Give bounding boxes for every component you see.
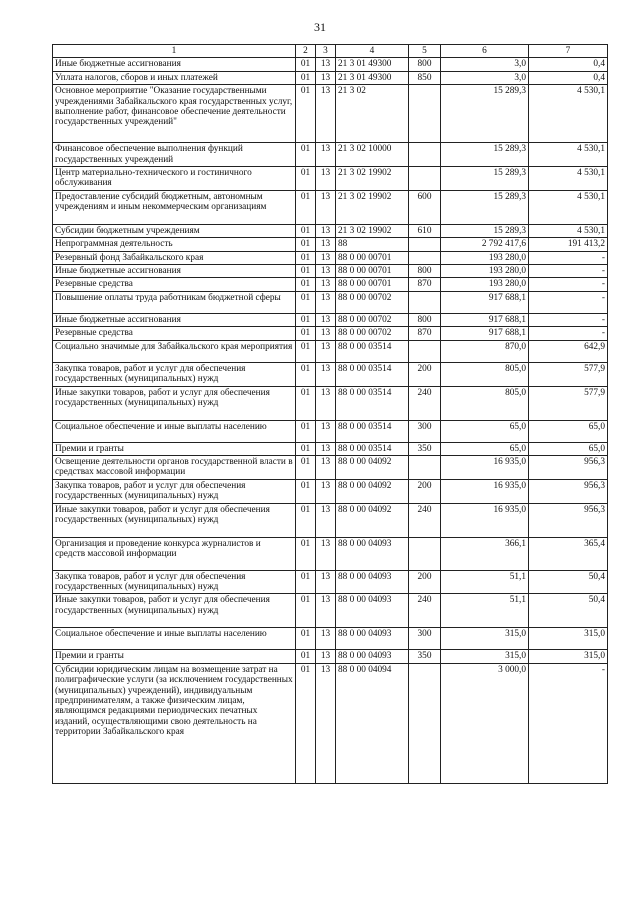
table-row — [53, 85, 608, 143]
header-col-6: 6 — [441, 45, 529, 58]
expense-type-cell: 300 — [409, 420, 441, 442]
header-col-5: 5 — [409, 45, 441, 58]
table-row — [53, 167, 608, 191]
row-name-cell: Закупка товаров, работ и услуг для обеспечения государственных (муниципальных) нужд — [53, 479, 296, 503]
target-article-cell: 88 0 00 03514 — [336, 362, 409, 386]
header-col-1: 1 — [53, 45, 296, 58]
row-name-cell: Непрограммная деятельность — [53, 238, 296, 251]
amount-actual-cell: 315,0 — [529, 650, 608, 663]
section-code-cell: 01 — [296, 628, 316, 650]
subsection-code-cell: 13 — [316, 663, 336, 783]
section-code-cell: 01 — [296, 291, 316, 313]
expense-type-cell — [409, 455, 441, 479]
section-code-cell: 01 — [296, 143, 316, 167]
table-row — [53, 420, 608, 442]
expense-type-cell: 240 — [409, 386, 441, 420]
target-article-cell: 88 0 00 00702 — [336, 313, 409, 326]
row-name-cell: Финансовое обеспечение выполнения функций государственных учреждений — [53, 143, 296, 167]
amount-plan-cell: 65,0 — [441, 420, 529, 442]
amount-actual-cell: - — [529, 265, 608, 278]
table-header-row — [53, 45, 608, 58]
row-name-cell: Иные закупки товаров, работ и услуг для обеспечения государственных (муниципальных) нужд — [53, 386, 296, 420]
table-row — [53, 663, 608, 783]
table-row — [53, 291, 608, 313]
table-row — [53, 327, 608, 340]
budget-table — [52, 44, 608, 784]
section-code-cell: 01 — [296, 479, 316, 503]
table-row — [53, 278, 608, 291]
target-article-cell: 88 0 00 00701 — [336, 251, 409, 264]
section-code-cell: 01 — [296, 594, 316, 628]
table-row — [53, 362, 608, 386]
subsection-code-cell: 13 — [316, 628, 336, 650]
amount-actual-cell: - — [529, 291, 608, 313]
row-name-cell: Резервные средства — [53, 327, 296, 340]
expense-type-cell: 240 — [409, 503, 441, 537]
amount-plan-cell: 16 935,0 — [441, 503, 529, 537]
amount-actual-cell: 4 530,1 — [529, 190, 608, 224]
expense-type-cell: 870 — [409, 278, 441, 291]
target-article-cell: 88 0 00 04092 — [336, 455, 409, 479]
amount-actual-cell: - — [529, 251, 608, 264]
amount-plan-cell: 193 280,0 — [441, 251, 529, 264]
subsection-code-cell: 13 — [316, 455, 336, 479]
table-row — [53, 224, 608, 237]
row-name-cell: Уплата налогов, сборов и иных платежей — [53, 71, 296, 84]
subsection-code-cell: 13 — [316, 479, 336, 503]
section-code-cell: 01 — [296, 442, 316, 455]
amount-actual-cell: - — [529, 327, 608, 340]
row-name-cell: Резервные средства — [53, 278, 296, 291]
section-code-cell: 01 — [296, 278, 316, 291]
header-col-4: 4 — [336, 45, 409, 58]
table-row — [53, 71, 608, 84]
section-code-cell: 01 — [296, 265, 316, 278]
subsection-code-cell: 13 — [316, 278, 336, 291]
target-article-cell: 21 3 02 19902 — [336, 190, 409, 224]
amount-actual-cell: 4 530,1 — [529, 85, 608, 143]
row-name-cell: Субсидии бюджетным учреждениям — [53, 224, 296, 237]
amount-plan-cell: 917 688,1 — [441, 313, 529, 326]
subsection-code-cell: 13 — [316, 570, 336, 594]
section-code-cell: 01 — [296, 362, 316, 386]
row-name-cell: Социально значимые для Забайкальского края мероприятия — [53, 340, 296, 362]
subsection-code-cell: 13 — [316, 594, 336, 628]
section-code-cell: 01 — [296, 663, 316, 783]
amount-actual-cell: 365,4 — [529, 537, 608, 570]
section-code-cell: 01 — [296, 537, 316, 570]
amount-actual-cell: 956,3 — [529, 503, 608, 537]
section-code-cell: 01 — [296, 455, 316, 479]
expense-type-cell — [409, 167, 441, 191]
amount-plan-cell: 805,0 — [441, 362, 529, 386]
amount-actual-cell: 4 530,1 — [529, 167, 608, 191]
amount-plan-cell: 15 289,3 — [441, 224, 529, 237]
amount-actual-cell: 50,4 — [529, 594, 608, 628]
target-article-cell: 88 0 00 04093 — [336, 650, 409, 663]
amount-plan-cell: 3 000,0 — [441, 663, 529, 783]
target-article-cell: 88 0 00 03514 — [336, 442, 409, 455]
expense-type-cell: 240 — [409, 594, 441, 628]
expense-type-cell: 200 — [409, 362, 441, 386]
amount-actual-cell: 956,3 — [529, 479, 608, 503]
target-article-cell: 21 3 02 19902 — [336, 167, 409, 191]
header-col-2: 2 — [296, 45, 316, 58]
row-name-cell: Закупка товаров, работ и услуг для обеспечения государственных (муниципальных) нужд — [53, 362, 296, 386]
section-code-cell: 01 — [296, 167, 316, 191]
section-code-cell: 01 — [296, 238, 316, 251]
subsection-code-cell: 13 — [316, 362, 336, 386]
section-code-cell: 01 — [296, 224, 316, 237]
expense-type-cell: 800 — [409, 265, 441, 278]
table-row — [53, 628, 608, 650]
expense-type-cell: 350 — [409, 650, 441, 663]
target-article-cell: 88 0 00 00702 — [336, 291, 409, 313]
row-name-cell: Субсидии юридическим лицам на возмещение затрат на полиграфические услуги (за исключением государственных (муниципальных) учреждений), индивидуальным предпринимателям, а также физическим лицам, являющимся редакциями периодических печатных изданий, осуществляющими свою деятельность на территории Забайкальского края — [53, 663, 296, 783]
row-name-cell: Социальное обеспечение и иные выплаты населению — [53, 628, 296, 650]
subsection-code-cell: 13 — [316, 442, 336, 455]
amount-plan-cell: 805,0 — [441, 386, 529, 420]
expense-type-cell: 800 — [409, 313, 441, 326]
table-row — [53, 455, 608, 479]
row-name-cell: Иные закупки товаров, работ и услуг для обеспечения государственных (муниципальных) нужд — [53, 594, 296, 628]
amount-actual-cell: 4 530,1 — [529, 224, 608, 237]
row-name-cell: Социальное обеспечение и иные выплаты населению — [53, 420, 296, 442]
target-article-cell: 88 0 00 04093 — [336, 570, 409, 594]
amount-plan-cell: 16 935,0 — [441, 455, 529, 479]
amount-plan-cell: 870,0 — [441, 340, 529, 362]
section-code-cell: 01 — [296, 251, 316, 264]
amount-actual-cell: 50,4 — [529, 570, 608, 594]
subsection-code-cell: 13 — [316, 85, 336, 143]
subsection-code-cell: 13 — [316, 71, 336, 84]
subsection-code-cell: 13 — [316, 313, 336, 326]
expense-type-cell — [409, 85, 441, 143]
target-article-cell: 88 0 00 04093 — [336, 628, 409, 650]
target-article-cell: 88 0 00 03514 — [336, 420, 409, 442]
amount-plan-cell: 51,1 — [441, 594, 529, 628]
amount-plan-cell: 315,0 — [441, 650, 529, 663]
amount-actual-cell: 956,3 — [529, 455, 608, 479]
amount-plan-cell: 3,0 — [441, 58, 529, 71]
target-article-cell: 88 — [336, 238, 409, 251]
table-row — [53, 265, 608, 278]
amount-plan-cell: 917 688,1 — [441, 327, 529, 340]
table-row — [53, 313, 608, 326]
section-code-cell: 01 — [296, 503, 316, 537]
row-name-cell: Резервный фонд Забайкальского края — [53, 251, 296, 264]
table-row — [53, 537, 608, 570]
target-article-cell: 21 3 02 19902 — [336, 224, 409, 237]
table-row — [53, 570, 608, 594]
target-article-cell: 88 0 00 04093 — [336, 537, 409, 570]
amount-actual-cell: 642,9 — [529, 340, 608, 362]
row-name-cell: Иные закупки товаров, работ и услуг для обеспечения государственных (муниципальных) нужд — [53, 503, 296, 537]
expense-type-cell — [409, 291, 441, 313]
subsection-code-cell: 13 — [316, 650, 336, 663]
section-code-cell: 01 — [296, 340, 316, 362]
expense-type-cell — [409, 251, 441, 264]
amount-plan-cell: 65,0 — [441, 442, 529, 455]
section-code-cell: 01 — [296, 386, 316, 420]
section-code-cell: 01 — [296, 313, 316, 326]
subsection-code-cell: 13 — [316, 224, 336, 237]
amount-plan-cell: 193 280,0 — [441, 265, 529, 278]
expense-type-cell: 200 — [409, 570, 441, 594]
amount-plan-cell: 51,1 — [441, 570, 529, 594]
subsection-code-cell: 13 — [316, 386, 336, 420]
row-name-cell: Премии и гранты — [53, 442, 296, 455]
amount-actual-cell: 65,0 — [529, 420, 608, 442]
subsection-code-cell: 13 — [316, 340, 336, 362]
header-col-3: 3 — [316, 45, 336, 58]
expense-type-cell — [409, 143, 441, 167]
table-row — [53, 442, 608, 455]
section-code-cell: 01 — [296, 650, 316, 663]
target-article-cell: 88 0 00 04093 — [336, 594, 409, 628]
expense-type-cell: 850 — [409, 71, 441, 84]
table-row — [53, 238, 608, 251]
section-code-cell: 01 — [296, 570, 316, 594]
target-article-cell: 88 0 00 03514 — [336, 386, 409, 420]
subsection-code-cell: 13 — [316, 327, 336, 340]
table-row — [53, 650, 608, 663]
amount-plan-cell: 917 688,1 — [441, 291, 529, 313]
expense-type-cell: 350 — [409, 442, 441, 455]
row-name-cell: Предоставление субсидий бюджетным, автономным учреждениям и иным некоммерческим организациям — [53, 190, 296, 224]
amount-plan-cell: 16 935,0 — [441, 479, 529, 503]
subsection-code-cell: 13 — [316, 190, 336, 224]
target-article-cell: 21 3 02 — [336, 85, 409, 143]
expense-type-cell — [409, 537, 441, 570]
section-code-cell: 01 — [296, 327, 316, 340]
expense-type-cell — [409, 663, 441, 783]
amount-actual-cell: 65,0 — [529, 442, 608, 455]
target-article-cell: 88 0 00 04092 — [336, 503, 409, 537]
expense-type-cell — [409, 340, 441, 362]
section-code-cell: 01 — [296, 58, 316, 71]
amount-actual-cell: - — [529, 313, 608, 326]
amount-plan-cell: 3,0 — [441, 71, 529, 84]
amount-actual-cell: 0,4 — [529, 71, 608, 84]
section-code-cell: 01 — [296, 71, 316, 84]
subsection-code-cell: 13 — [316, 291, 336, 313]
target-article-cell: 88 0 00 00702 — [336, 327, 409, 340]
amount-actual-cell: - — [529, 663, 608, 783]
amount-plan-cell: 2 792 417,6 — [441, 238, 529, 251]
row-name-cell: Иные бюджетные ассигнования — [53, 265, 296, 278]
amount-plan-cell: 15 289,3 — [441, 190, 529, 224]
expense-type-cell: 870 — [409, 327, 441, 340]
target-article-cell: 88 0 00 00701 — [336, 278, 409, 291]
table-row — [53, 340, 608, 362]
expense-type-cell — [409, 238, 441, 251]
amount-actual-cell: 4 530,1 — [529, 143, 608, 167]
amount-actual-cell: 577,9 — [529, 362, 608, 386]
amount-plan-cell: 193 280,0 — [441, 278, 529, 291]
section-code-cell: 01 — [296, 420, 316, 442]
section-code-cell: 01 — [296, 190, 316, 224]
row-name-cell: Освещение деятельности органов государственной власти в средствах массовой информации — [53, 455, 296, 479]
subsection-code-cell: 13 — [316, 537, 336, 570]
amount-actual-cell: 0,4 — [529, 58, 608, 71]
row-name-cell: Иные бюджетные ассигнования — [53, 58, 296, 71]
target-article-cell: 88 0 00 04092 — [336, 479, 409, 503]
amount-plan-cell: 15 289,3 — [441, 143, 529, 167]
page-number: 31 — [314, 20, 326, 34]
target-article-cell: 88 0 00 03514 — [336, 340, 409, 362]
amount-actual-cell: 315,0 — [529, 628, 608, 650]
table-row — [53, 58, 608, 71]
row-name-cell: Премии и гранты — [53, 650, 296, 663]
row-name-cell: Организация и проведение конкурса журналистов и средств массовой информации — [53, 537, 296, 570]
target-article-cell: 88 0 00 04094 — [336, 663, 409, 783]
amount-actual-cell: 577,9 — [529, 386, 608, 420]
row-name-cell: Закупка товаров, работ и услуг для обеспечения государственных (муниципальных) нужд — [53, 570, 296, 594]
table-row — [53, 386, 608, 420]
subsection-code-cell: 13 — [316, 420, 336, 442]
amount-plan-cell: 15 289,3 — [441, 85, 529, 143]
subsection-code-cell: 13 — [316, 265, 336, 278]
subsection-code-cell: 13 — [316, 251, 336, 264]
amount-plan-cell: 315,0 — [441, 628, 529, 650]
table-row — [53, 594, 608, 628]
expense-type-cell: 200 — [409, 479, 441, 503]
target-article-cell: 88 0 00 00701 — [336, 265, 409, 278]
expense-type-cell: 300 — [409, 628, 441, 650]
amount-actual-cell: 191 413,2 — [529, 238, 608, 251]
row-name-cell: Центр материально-технического и гостиничного обслуживания — [53, 167, 296, 191]
amount-actual-cell: - — [529, 278, 608, 291]
subsection-code-cell: 13 — [316, 167, 336, 191]
subsection-code-cell: 13 — [316, 503, 336, 537]
table-row — [53, 190, 608, 224]
section-code-cell: 01 — [296, 85, 316, 143]
row-name-cell: Повышение оплаты труда работникам бюджетной сферы — [53, 291, 296, 313]
target-article-cell: 21 3 01 49300 — [336, 58, 409, 71]
target-article-cell: 21 3 02 10000 — [336, 143, 409, 167]
amount-plan-cell: 15 289,3 — [441, 167, 529, 191]
table-row — [53, 251, 608, 264]
row-name-cell: Иные бюджетные ассигнования — [53, 313, 296, 326]
expense-type-cell: 600 — [409, 190, 441, 224]
table-row — [53, 143, 608, 167]
row-name-cell: Основное мероприятие "Оказание государственными учреждениями Забайкальского края государственных услуг, выполнение работ, финансовое обеспечение деятельности государственных учреждений" — [53, 85, 296, 143]
table-row — [53, 503, 608, 537]
expense-type-cell: 800 — [409, 58, 441, 71]
subsection-code-cell: 13 — [316, 238, 336, 251]
expense-type-cell: 610 — [409, 224, 441, 237]
header-col-7: 7 — [529, 45, 608, 58]
table-row — [53, 479, 608, 503]
target-article-cell: 21 3 01 49300 — [336, 71, 409, 84]
subsection-code-cell: 13 — [316, 58, 336, 71]
subsection-code-cell: 13 — [316, 143, 336, 167]
amount-plan-cell: 366,1 — [441, 537, 529, 570]
